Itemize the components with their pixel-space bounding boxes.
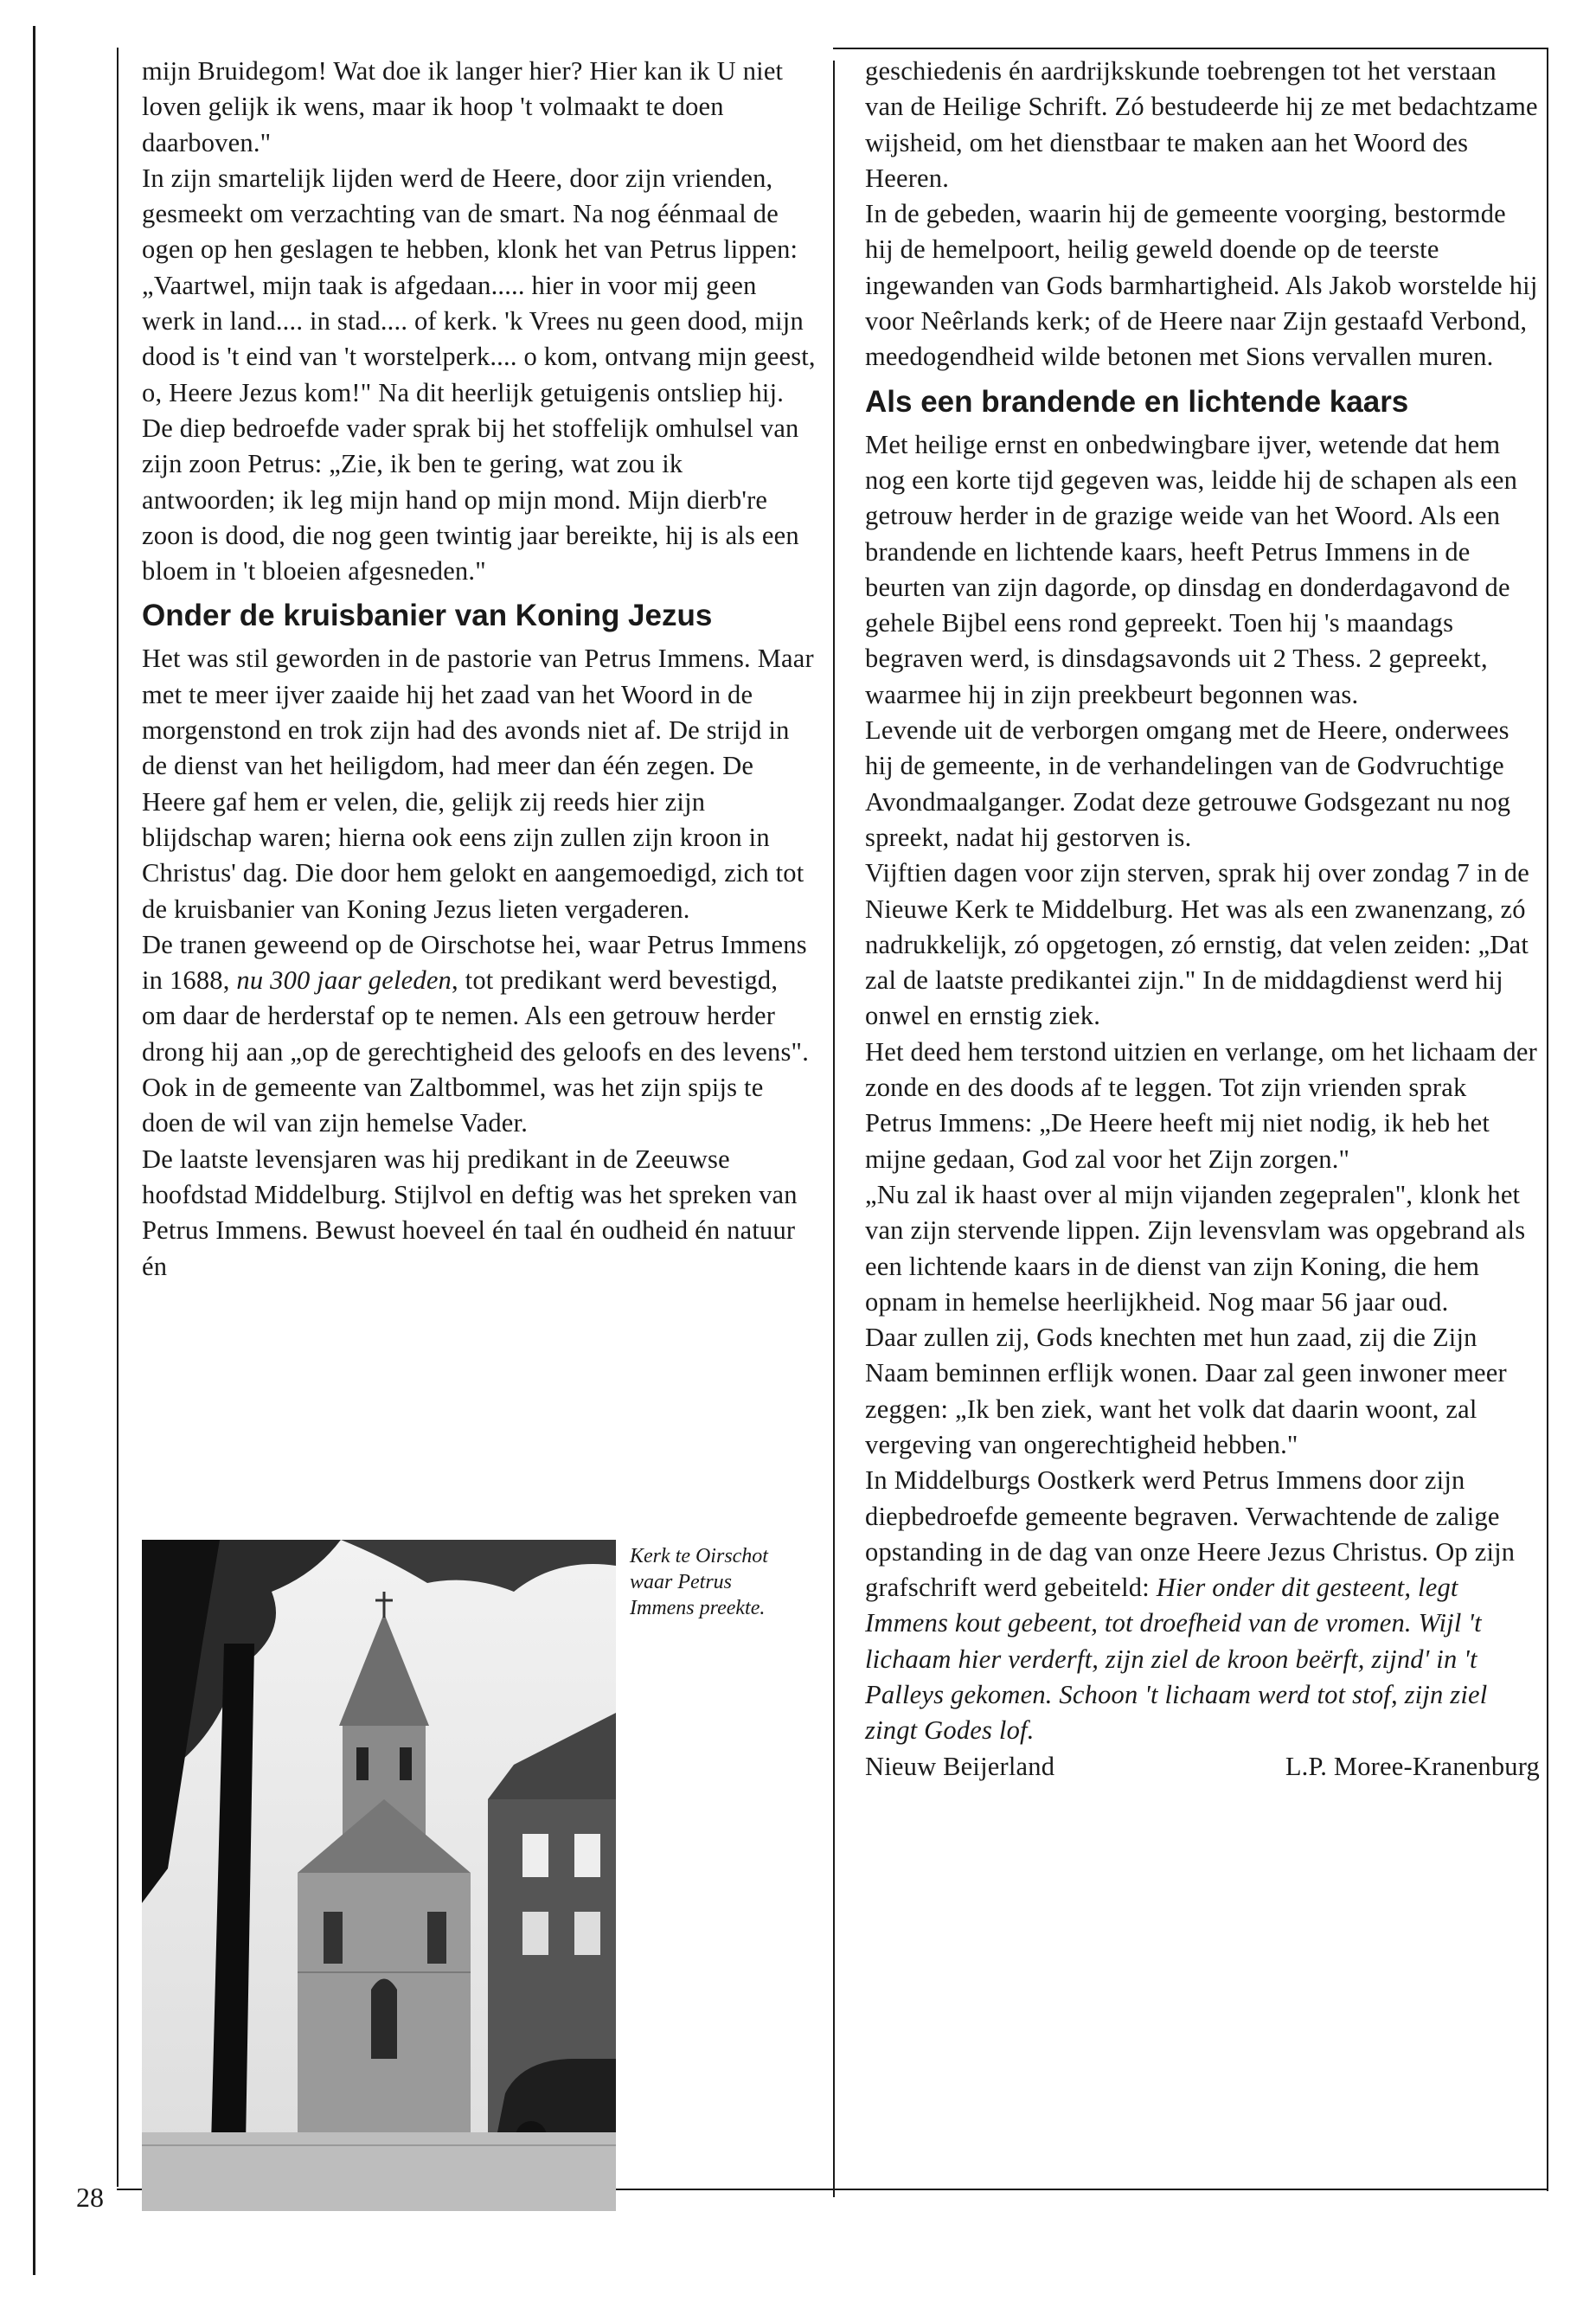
margin-bar <box>33 26 35 2275</box>
church-illustration <box>142 1540 616 2211</box>
paragraph: Levende uit de verborgen omgang met de Heere, onderwees hij de gemeente, in de verhandelingen van de Godvruchtige Avondmaalganger. Zodat deze getrouwe Godsgezant nu nog spreekt, nadat hij gestorven is. <box>865 715 1511 852</box>
text-run: , tot predikant werd bevestigd, om daar de herderstaf op te nemen. Als een getrouw herder drong hij aan „op de gerechtigheid des geloofs en des levens". Ook in de gemeente van Zaltbommel, was het zijn spijs te doen de wil van zijn hemelse Vader. <box>142 965 810 1138</box>
photo-caption: Kerk te Oirschot waar Petrus Immens preekte. <box>630 1545 768 1619</box>
epitaph: Hier onder dit gesteent, legt Immens kout gebeent, tot droefheid van de vromen. Wijl 't lichaam hier verderft, zijn ziel de kroon beërft, zijnd' in 't Palleys gekomen. Schoon 't lichaam werd tot stof, zijn ziel zingt Godes lof. <box>865 1573 1488 1746</box>
paragraph: In de gebeden, waarin hij de gemeente voorging, bestormde hij de hemelpoort, heilig geweld doende op de teerste ingewanden van Gods barmhartigheid. Als Jakob worstelde hij voor Neêrlands kerk; of de Heere naar Zijn gestaafd Verbond, meedogendheid wilde betonen met Sions vervallen muren. <box>865 199 1538 372</box>
column-divider-rule <box>833 61 835 2197</box>
paragraph: De diep bedroefde vader sprak bij het stoffelijk omhulsel van zijn zoon Petrus: „Zie, ik ben te gering, wat zou ik antwoorden; ik leg mijn hand op mijn mond. Mijn dierb're zoon is dood, die nog geen twintig jaar bereikte, hij is als een bloem in 't bloeien afgesneden." <box>142 413 799 586</box>
paragraph <box>865 1463 1540 1748</box>
paragraph: De laatste levensjaren was hij predikant in de Zeeuwse hoofdstad Middelburg. Stijlvol en deftig was het spreken van Petrus Immens. Bewust hoeveel én taal én oudheid én natuur én <box>142 1144 798 1281</box>
left-frame-rule <box>117 48 119 2187</box>
signature-place: Nieuw Beijerland <box>865 1751 1055 1781</box>
right-column <box>865 54 1540 1785</box>
signature-line <box>865 1749 1540 1785</box>
paragraph: In zijn smartelijk lijden werd de Heere, door zijn vrienden, gesmeekt om verzachting van de smart. Na nog éénmaal de ogen op hen geslagen te hebben, klonk het van Petrus lippen: „Vaartwel, mijn taak is afgedaan..... hier in voor mij geen werk in land.... in stad.... of kerk. 'k Vrees nu geen dood, mijn dood is 't eind van 't worstelperk.... o kom, ontvang mijn geest, o, Heere Jezus kom!" Na dit heerlijk getuigenis ontsliep hij. <box>142 163 816 407</box>
page-number: 28 <box>76 2182 104 2213</box>
church-photo <box>142 1540 616 2211</box>
paragraph: Met heilige ernst en onbedwingbare ijver, wetende dat hem nog een korte tijd gegeven was, leidde hij de schapen als een getrouw herder in de grazige weide van het Woord. Als een brandende en lichtende kaars, heeft Petrus Immens in de beurten van zijn dagorde, op dinsdag en donderdagavond de gehele Bijbel eens rond gepreekt. Toen hij 's maandags begraven werd, is dinsdagsavonds uit 2 Thess. 2 gepreekt, waarmee hij in zijn preekbeurt begonnen was. <box>865 429 1518 709</box>
paragraph: Vijftien dagen voor zijn sterven, sprak hij over zondag 7 in de Nieuwe Kerk te Middelburg. Het was als een zwanenzang, zó nadrukkelijk, zó opgetogen, zó ernstig, dat velen zeiden: „Dat zal de laatste predikantei zijn." In de middagdienst werd hij onwel en ernstig ziek. <box>865 858 1529 1031</box>
section-heading-kruisbanier: Onder de kruisbanier van Koning Jezus <box>142 599 713 633</box>
signature-author: L.P. Moree-Kranenburg <box>1285 1751 1540 1781</box>
text-run: In Middelburgs Oostkerk werd Petrus Immens door zijn diepbedroefde gemeente begraven. Verwachtende de zalige opstanding in de dag van onze Heere Jezus Christus. Op zijn grafschrift werd gebeiteld: <box>865 1465 1516 1603</box>
paragraph: „Nu zal ik haast over al mijn vijanden zegepralen", klonk het van zijn stervende lippen. Zijn levensvlam was opgebrand als een lichtende kaars in de dienst van zijn Koning, die hem opnam in hemelse heerlijkheid. Nog maar 56 jaar oud. <box>865 1179 1526 1317</box>
paragraph: mijn Bruidegom! Wat doe ik langer hier? Hier kan ik U niet loven gelijk ik wens, maar ik hoop 't volmaakt te doen daarboven." <box>142 56 784 157</box>
section-heading-kaars: Als een brandende en lichtende kaars <box>865 384 1409 419</box>
paragraph: Het deed hem terstond uitzien en verlange, om het lichaam der zonde en des doods af te leggen. Tot zijn vrienden sprak Petrus Immens: „De Heere heeft mij niet nodig, ik heb het mijne gedaan, God zal voor het Zijn zorgen." <box>865 1036 1537 1174</box>
paragraph <box>142 927 817 1142</box>
paragraph: geschiedenis én aardrijkskunde toebrengen tot het verstaan van de Heilige Schrift. Zó bestudeerde hij ze met bedachtzame wijsheid, om het dienstbaar te maken aan het Woord des Heeren. <box>865 56 1538 193</box>
paragraph: Het was stil geworden in de pastorie van Petrus Immens. Maar met te meer ijver zaaide hij het zaad van het Woord in de morgenstond en trok zijn had des avonds niet af. De strijd in de dienst van het heiligdom, had meer dan één zegen. De Heere gaf hem er velen, die, gelijk zij reeds hier zijn blijdschap waren; hierna ook eens zijn zullen zijn kroon in Christus' dag. Die door hem gelokt en aangemoedigd, zich tot de kruisbanier van Koning Jezus lieten vergaderen. <box>142 644 814 924</box>
right-frame-rule <box>1547 48 1548 2191</box>
text-run: De tranen geweend op de Oirschotse hei, waar Petrus Immens in 1688, <box>142 929 807 996</box>
italic-text-run: nu 300 jaar geleden <box>236 965 452 996</box>
left-column <box>142 54 817 1285</box>
paragraph: Daar zullen zij, Gods knechten met hun zaad, zij die Zijn Naam beminnen erflijk wonen. Daar zal geen inwoner meer zeggen: „Ik ben ziek, want het volk dat daarin woont, zal vergeving van ongerechtigheid hebben." <box>865 1323 1507 1459</box>
top-frame-rule <box>833 48 1548 49</box>
